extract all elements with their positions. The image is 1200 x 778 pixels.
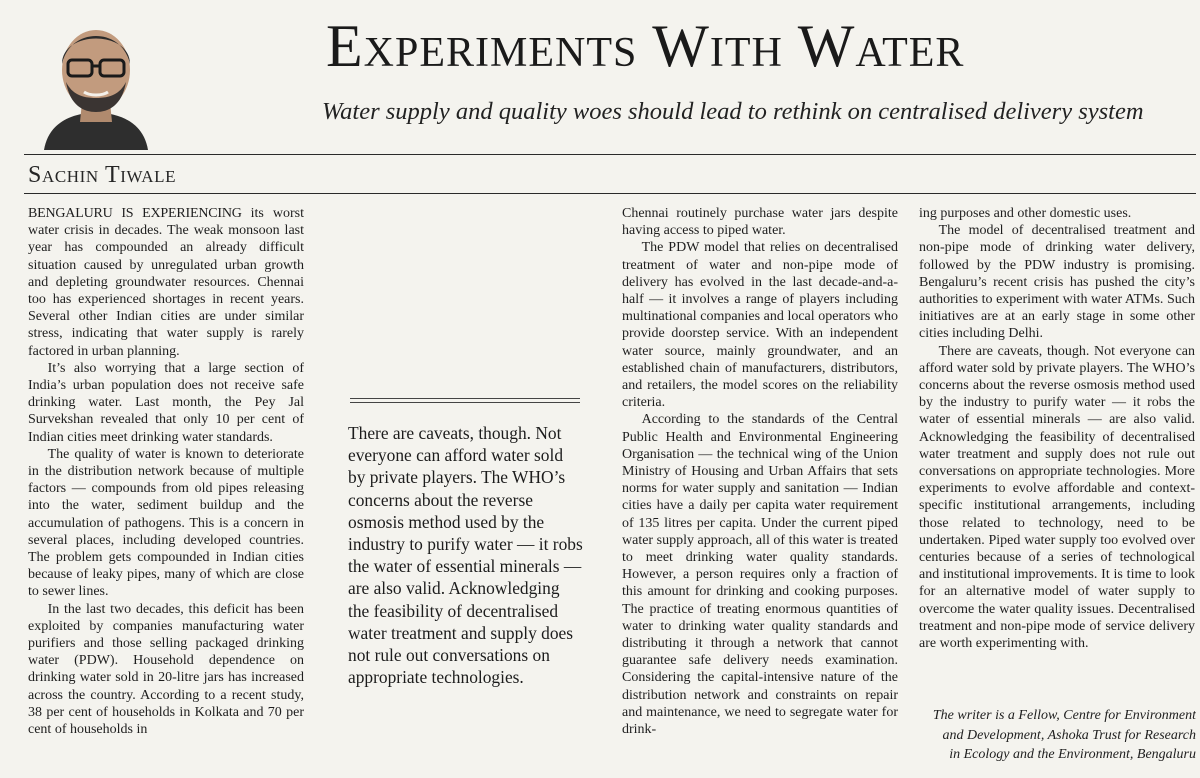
pull-quote: There are caveats, though. Not everyone can afford water sold by private players. The WHO’s concerns about the reverse osmosis method used by the industry to purify water — it robs the water of essential minerals — are also valid. Acknowledging the feasibility of decentralised water treatment and supply does not rule out conversations on appropriate technologies.	[348, 423, 583, 688]
paragraph: BENGALURU IS EXPERIENCING its worst water crisis in decades. The weak monsoon last year has compounded an already difficult situation caused by unregulated urban growth and depleting groundwater resources. Chennai too has experienced shortages in recent years. Several other Indian cities are under similar stress, indicating that water supply is rarely factored in urban planning.	[28, 206, 304, 359]
byline: Sachin Tiwale	[28, 162, 177, 188]
paragraph: ing purposes and other domestic uses.	[919, 206, 1132, 221]
paragraph: Chennai routinely purchase water jars despite having access to piped water.	[622, 206, 898, 239]
paragraph: The model of decentralised treatment and non-pipe mode of drinking water delivery, followed by the PDW industry is promising. Bengaluru’s recent crisis has pushed the city’s authorities to experiment with water ATMs. Such initiatives are at an early stage in some other cities including Delhi.	[919, 223, 1195, 342]
paragraph: According to the standards of the Central Public Health and Environmental Engineering Organisation — the technical wing of the Union Ministry of Housing and Urban Affairs that sets norms for water supply and sanitation — Indian cities have a daily per capita water requirement of 135 litres per capita. Under the current piped water supply approach, all of this water is treated to meet drinking water quality standards. However, a person requires only a fraction of this amount for drinking and cooking purposes. The practice of treating enormous quantities of water to drinking water quality standards and distributing it through a network that cannot guarantee safe delivery needs examination. Considering the capital-intensive nature of the distribution network and constraints on repair and maintenance, we need to segregate water for drink-	[622, 412, 898, 738]
byline-rule	[24, 193, 1196, 194]
paragraph: The quality of water is known to deteriorate in the distribution network because of multiple factors — compounds from old pipes releasing into the water, sediment buildup and the accumulation of pathogens. This is a concern in several places, including developed countries. The problem gets compounded in Indian cities because of leaky pipes, many of which are close to sewer lines.	[28, 446, 304, 600]
author-photo	[26, 6, 166, 150]
pull-quote-rule	[350, 398, 580, 399]
author-note-line: and Development, Ashoka Trust for Research	[942, 727, 1196, 743]
paragraph: In the last two decades, this deficit has been exploited by companies manufacturing water purifiers and those selling packaged drinking water (PDW). Household dependence on drinking water sold in 20-litre jars has increased across the country. According to a recent study, 38 per cent of households in Kolkata and 70 per cent of households in	[28, 601, 304, 738]
paragraph: It’s also worrying that a large section of India’s urban population does not receive safe drinking water. Last month, the Pey Jal Survekshan revealed that only 10 per cent of Indian cities meet drinking water standards.	[28, 360, 304, 445]
column-3	[919, 205, 1195, 663]
deck-subheadline: Water supply and quality woes should lead to rethink on centralised delivery system	[322, 98, 1144, 125]
column-1	[28, 205, 304, 775]
headline: Experiments With Water	[326, 14, 965, 78]
author-note	[906, 706, 1196, 772]
lead-in: BENGALURU IS EXPERIENCING	[28, 206, 242, 221]
author-note-line: The writer is a Fellow, Centre for Environment	[932, 708, 1196, 723]
paragraph: The PDW model that relies on decentralised treatment of water and non-pipe mode of delivery has evolved in the last decade-and-a-half — it involves a range of players including multinational companies and local operators who provide doorstep service. With an independent water source, mainly groundwater, and an established chain of manufacturers, distributors, and retailers, the model scores on the reliability criteria.	[622, 240, 898, 411]
header-rule	[24, 154, 1196, 155]
column-2	[622, 205, 898, 775]
paragraph: There are caveats, though. Not everyone can afford water sold by private players. The WHO’s concerns about the reverse osmosis method used by the industry to purify water — it robs the water of essential minerals — are also valid. Acknowledging the feasibility of decentralised water treatment and supply does not rule out conversations on appropriate technologies. More experiments to evolve affordable and context-specific institutional arrangements, including those related to technology, need to be undertaken. Piped water supply too evolved over centuries because of a series of technological and institutional improvements. It is time to look for an alternative model of water supply to overcome the water quality issues. Decentralised treatment and non-pipe mode of service delivery are worth experimenting with.	[919, 343, 1195, 652]
author-portrait-illustration	[26, 6, 166, 150]
pull-quote-rule	[350, 402, 580, 403]
author-note-line: in Ecology and the Environment, Bengaluru	[949, 747, 1196, 762]
